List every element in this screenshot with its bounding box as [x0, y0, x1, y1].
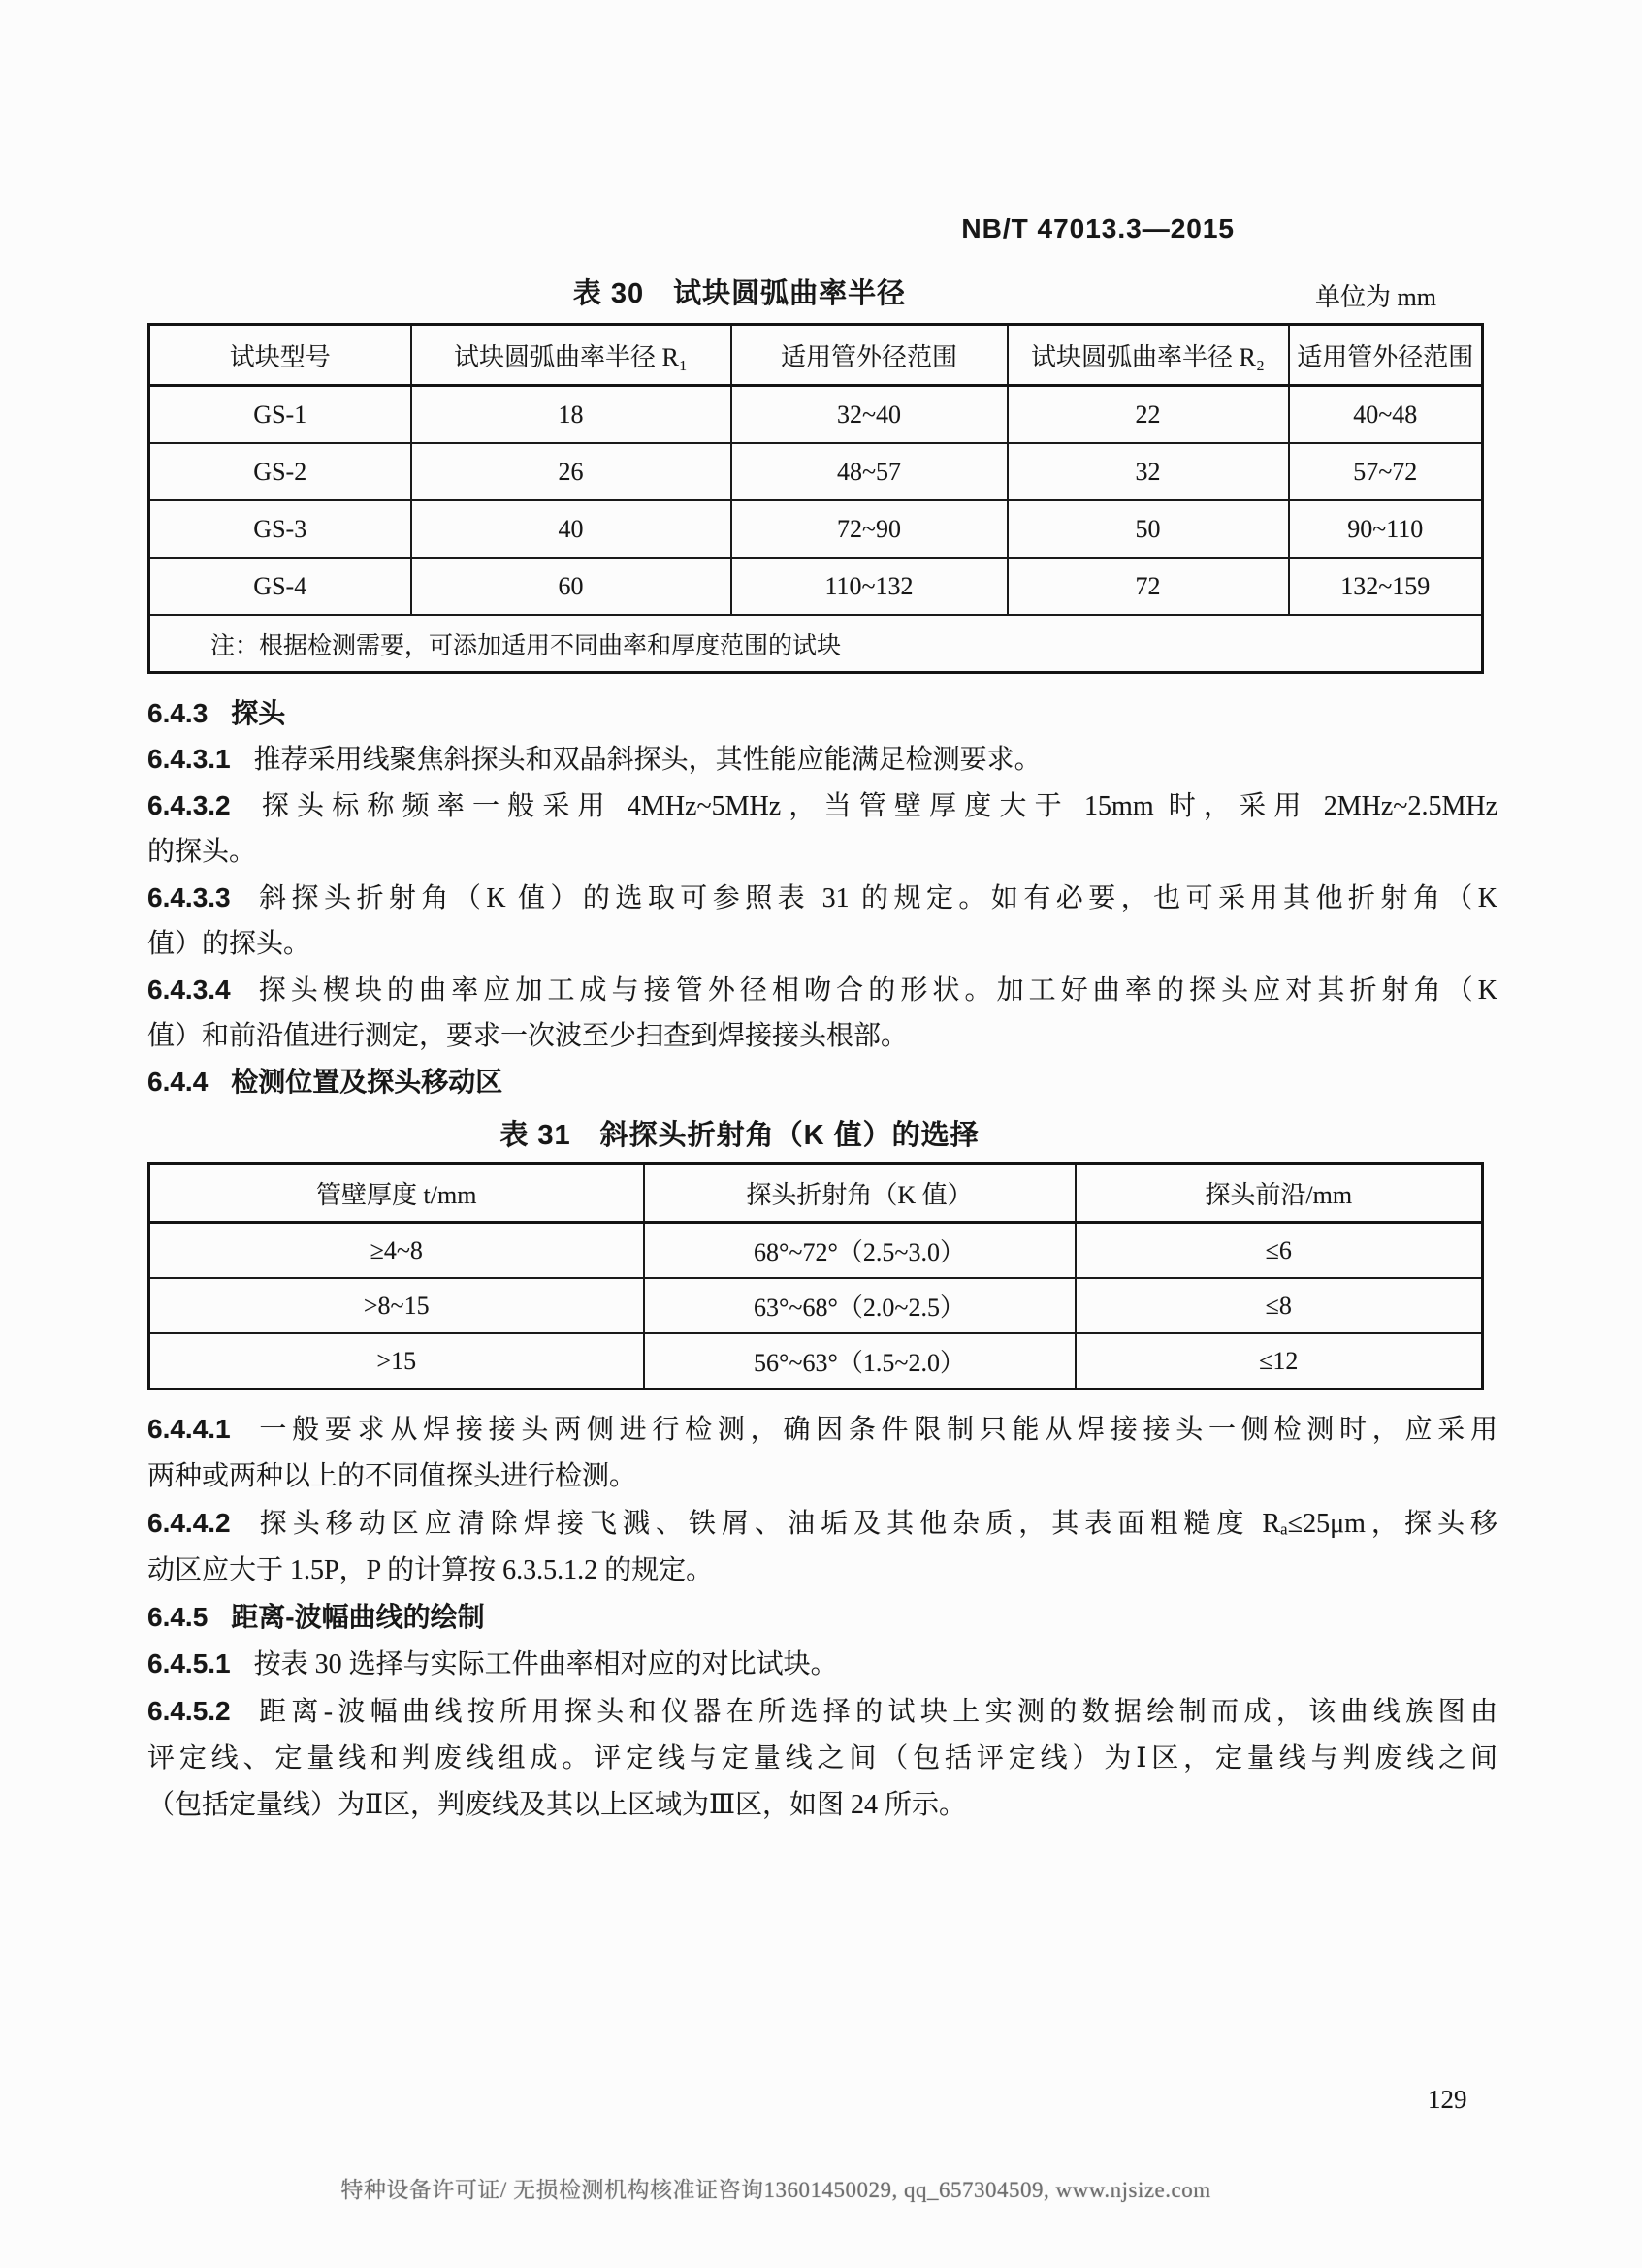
table-cell: 63°~68°（2.0~2.5） — [644, 1278, 1076, 1333]
table-cell: GS-3 — [149, 500, 411, 558]
clause-text: 一般要求从焊接接头两侧进行检测，确因条件限制只能从焊接接头一侧检测时，应采用 — [253, 1415, 1497, 1445]
clause-text: 值）的探头。 — [147, 929, 311, 959]
clause-heading — [147, 690, 1497, 736]
standard-number: NB/T 47013.3—2015 — [961, 213, 1235, 243]
table-cell: GS-4 — [149, 558, 411, 615]
clause-number: 6.4.3 — [147, 698, 209, 728]
table30-header-cell: 试块圆弧曲率半径 R₂ — [1008, 325, 1289, 386]
table-cell: 40 — [411, 500, 731, 558]
table-cell: 90~110 — [1289, 500, 1483, 558]
clause-text: 探头楔块的曲率应加工成与接管外径相吻合的形状。加工好曲率的探头应对其折射角（K — [253, 975, 1497, 1006]
clause-number: 6.4.4.1 — [147, 1414, 231, 1444]
table30-note-row — [149, 615, 1483, 673]
table-cell: ≥4~8 — [149, 1223, 644, 1279]
clause-text: 动区应大于 1.5P，P 的计算按 6.3.5.1.2 的规定。 — [147, 1555, 714, 1585]
table30-header-cell: 试块型号 — [149, 325, 411, 386]
table30-row-gs3 — [149, 500, 1483, 558]
table-cell: 132~159 — [1289, 558, 1483, 615]
table-cell: 26 — [411, 443, 731, 500]
clause-line — [147, 736, 1497, 783]
clause-line — [147, 1782, 1497, 1829]
table-cell: 18 — [411, 386, 731, 444]
clause-text: 斜探头折射角（K 值）的选取可参照表 31 的规定。如有必要，也可采用其他折射角（K — [253, 883, 1497, 913]
clause-line — [147, 921, 1497, 967]
clause-line — [147, 1641, 1497, 1688]
clause-text: 探头移动区应清除焊接飞溅、铁屑、油垢及其他杂质，其表面粗糙度 Rₐ≤25μm，探头移 — [253, 1509, 1497, 1539]
table31-header-cell: 管壁厚度 t/mm — [149, 1164, 644, 1223]
table-cell: 72~90 — [731, 500, 1008, 558]
clause-heading — [147, 1059, 1497, 1104]
clause-6-4-3-block — [147, 690, 1497, 1104]
clause-text: 按表 30 选择与实际工件曲率相对应的对比试块。 — [253, 1649, 838, 1679]
table-cell: GS-2 — [149, 443, 411, 500]
clause-text: （包括定量线）为Ⅱ区，判废线及其以上区域为Ⅲ区，如图 24 所示。 — [147, 1790, 967, 1820]
table-cell: >15 — [149, 1333, 644, 1390]
clause-6-4-4-block — [147, 1406, 1497, 1829]
clause-line — [147, 829, 1497, 875]
clause-text: 距离-波幅曲线的绘制 — [231, 1602, 485, 1632]
table-cell: 50 — [1008, 500, 1289, 558]
clause-line — [147, 783, 1497, 829]
clause-line — [147, 1548, 1497, 1594]
table31-header-cell: 探头折射角（K 值） — [644, 1164, 1076, 1223]
clause-line — [147, 1453, 1497, 1500]
clause-number: 6.4.5 — [147, 1602, 209, 1632]
table30-header-cell: 适用管外径范围 — [731, 325, 1008, 386]
clause-text: 值）和前沿值进行测定，要求一次波至少扫查到焊接接头根部。 — [147, 1021, 909, 1051]
clause-number: 6.4.3.4 — [147, 974, 231, 1005]
clause-heading — [147, 1594, 1497, 1641]
table30-row-gs1 — [149, 386, 1483, 444]
page-number: 129 — [1428, 2085, 1467, 2114]
clause-line — [147, 1406, 1497, 1453]
table-cell: ≤8 — [1076, 1278, 1483, 1333]
table-cell: 60 — [411, 558, 731, 615]
table-cell: 72 — [1008, 558, 1289, 615]
clause-line — [147, 1688, 1497, 1736]
table30-caption: 表 30 试块圆弧曲率半径 — [572, 278, 907, 309]
clause-number: 6.4.5.2 — [147, 1696, 231, 1726]
table-cell: ≤12 — [1076, 1333, 1483, 1390]
table31-row — [149, 1278, 1483, 1333]
table30-header-cell: 适用管外径范围 — [1289, 325, 1483, 386]
clause-line — [147, 967, 1497, 1013]
clause-number: 6.4.4 — [147, 1067, 209, 1097]
clause-text: 探头 — [231, 698, 286, 728]
footer-watermark: 特种设备许可证/ 无损检测机构核准证咨询13601450029, qq_657304509, www.njsize.com — [340, 2178, 1211, 2202]
clause-number: 6.4.3.1 — [147, 744, 231, 774]
clause-line — [147, 1013, 1497, 1059]
clause-number: 6.4.3.2 — [147, 790, 231, 820]
table30-row-gs4 — [149, 558, 1483, 615]
table-cell: 32~40 — [731, 386, 1008, 444]
table-cell: 57~72 — [1289, 443, 1483, 500]
table-cell: 22 — [1008, 386, 1289, 444]
clause-text: 推荐采用线聚焦斜探头和双晶斜探头，其性能应能满足检测要求。 — [253, 745, 1042, 775]
table-cell: 40~48 — [1289, 386, 1483, 444]
table31 — [147, 1162, 1484, 1390]
clause-line — [147, 1736, 1497, 1782]
table31-row — [149, 1333, 1483, 1390]
table30-note: 注：根据检测需要，可添加适用不同曲率和厚度范围的试块 — [149, 615, 1483, 673]
table30-header-row — [149, 325, 1483, 386]
table30-header-cell: 试块圆弧曲率半径 R₁ — [411, 325, 731, 386]
clause-line — [147, 1500, 1497, 1548]
table31-header-row — [149, 1164, 1483, 1223]
clause-text: 探头标称频率一般采用 4MHz~5MHz，当管壁厚度大于 15mm 时，采用 2MHz~2.5MHz — [253, 791, 1497, 821]
table-cell: 48~57 — [731, 443, 1008, 500]
table31-caption: 表 31 斜探头折射角（K 值）的选择 — [499, 1120, 980, 1151]
table-cell: 68°~72°（2.5~3.0） — [644, 1223, 1076, 1279]
table-cell: >8~15 — [149, 1278, 644, 1333]
clause-number: 6.4.5.1 — [147, 1648, 231, 1678]
clause-number: 6.4.3.3 — [147, 882, 231, 912]
clause-text: 两种或两种以上的不同值探头进行检测。 — [147, 1461, 637, 1491]
clause-text: 检测位置及探头移动区 — [231, 1067, 503, 1097]
clause-text: 评定线、定量线和判废线组成。评定线与定量线之间（包括评定线）为Ⅰ区，定量线与判废线之间 — [147, 1743, 1497, 1773]
table30 — [147, 323, 1484, 674]
table-cell: ≤6 — [1076, 1223, 1483, 1279]
table30-unit-label: 单位为 mm — [1315, 283, 1436, 311]
table-cell: 56°~63°（1.5~2.0） — [644, 1333, 1076, 1390]
table30-row-gs2 — [149, 443, 1483, 500]
table-cell: 32 — [1008, 443, 1289, 500]
table31-row — [149, 1223, 1483, 1279]
table-cell: 110~132 — [731, 558, 1008, 615]
clause-line — [147, 875, 1497, 921]
clause-text: 的探头。 — [147, 837, 257, 867]
table31-header-cell: 探头前沿/mm — [1076, 1164, 1483, 1223]
table-cell: GS-1 — [149, 386, 411, 444]
clause-text: 距离-波幅曲线按所用探头和仪器在所选择的试块上实测的数据绘制而成，该曲线族图由 — [253, 1697, 1497, 1727]
clause-number: 6.4.4.2 — [147, 1508, 231, 1538]
